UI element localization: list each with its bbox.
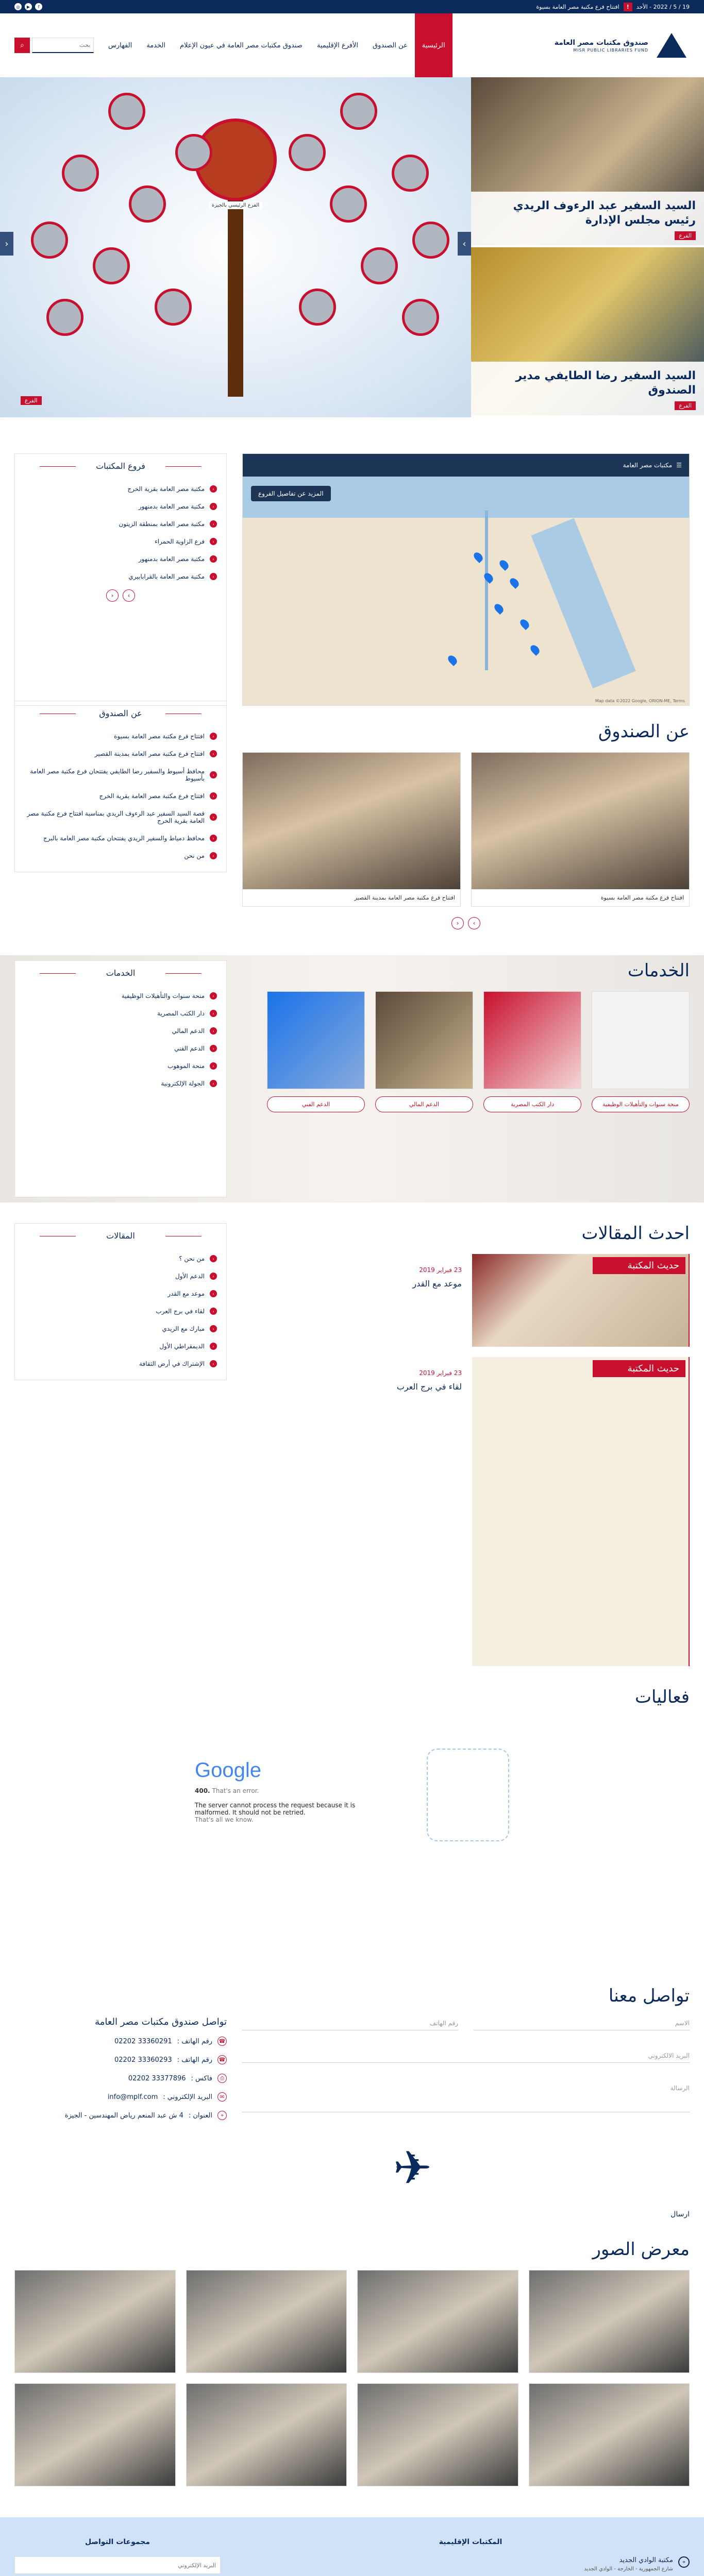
footer [0,2517,704,2576]
list-item[interactable] [24,1337,217,1355]
pager-next-icon[interactable]: › [468,917,480,929]
article-title[interactable]: موعد مع القدر [412,1279,462,1289]
hero-slide-title[interactable]: السيد السفير رضا الطايفي مدير الصندوق [515,369,696,397]
photo-gallery [14,2270,690,2486]
list-item[interactable] [24,568,217,585]
list-item[interactable] [24,550,217,568]
hero-slides [471,77,704,417]
list-item[interactable] [24,1355,217,1372]
arrow-icon: ‹ [210,814,217,821]
search-box [14,38,94,53]
list-item-label: مكتبة مصر العامة بالقرابابيري [128,573,205,580]
service-image[interactable] [375,991,473,1089]
email-icon: ✉ [217,2092,227,2102]
list-item-label: من نحن ؟ [179,1255,205,1262]
arrow-icon: ‹ [210,503,217,510]
tree-node[interactable] [46,299,83,336]
about-photo[interactable] [471,752,690,907]
youtube-icon[interactable]: ▶ [25,3,32,10]
tree-node[interactable] [392,155,429,192]
arrow-icon: ‹ [210,485,217,493]
list-item[interactable] [24,727,217,745]
list-item[interactable] [24,1320,217,1337]
contact-value[interactable]: info@mplf.com [107,2093,158,2101]
services-cards [242,991,690,1112]
section-title: الخدمات [627,960,690,981]
articles-sidebar [14,1223,227,1380]
logo-text-ar: صندوق مكتبات مصر العامة [554,39,648,47]
service-button[interactable]: دار الكتب المصرية [483,1096,581,1112]
contact-subtitle: تواصل صندوق مكتبات مصر العامة [95,2016,227,2027]
paper-plane-illustration [242,2131,690,2224]
contact-label: العنوان : [188,2111,212,2120]
branches-tree-banner [0,77,471,417]
name-field[interactable]: الاسم [474,2016,690,2030]
list-item[interactable] [24,805,217,829]
articles-panel [14,1223,227,1380]
map-more-button[interactable]: المزيد عن تفاصيل الفروع [251,486,331,501]
arrow-icon: ‹ [210,852,217,859]
arrow-icon: ‹ [210,750,217,757]
arrow-icon: ‹ [210,1027,217,1035]
arrow-icon: ‹ [210,1273,217,1280]
google-error [195,1759,391,1823]
tree-node[interactable] [402,299,439,336]
list-item-label: محافظ دمياط والسفير الريدي يفتتحان مكتبة مصر العامة بالبرج [43,835,205,842]
pager [24,589,217,602]
articles-content [242,1223,690,1666]
list-item[interactable] [24,762,217,787]
phone-icon: ☎ [217,2037,227,2046]
list-item[interactable] [24,829,217,847]
list-item-label: منحة الموهوب [167,1062,205,1070]
hero-slide-tag[interactable]: الفرع [675,401,696,410]
arrow-icon: ‹ [210,573,217,580]
list-item-label: افتتاح فرع مكتبة مصر العامة بقرية الخرج [99,792,205,800]
article-item[interactable] [242,1357,690,1666]
gallery-image[interactable] [14,2270,176,2373]
list-item-label: افتتاح فرع مكتبة مصر العامة بمدينة القصير [94,750,205,757]
list-item-label: الدعم المالي [172,1027,205,1035]
social-links [14,3,42,10]
facebook-icon[interactable]: f [35,3,42,10]
about-list [24,727,217,865]
hero-slide-tag[interactable]: الفرع [675,231,696,240]
service-button[interactable]: منحة سنوات والتأهيلات الوظيفية [592,1096,690,1112]
hero-prev-icon[interactable]: ‹ [0,232,13,256]
arrow-icon: ‹ [210,1045,217,1052]
article-image[interactable] [472,1254,689,1347]
footer-branch[interactable] [252,2556,690,2572]
list-item[interactable] [24,1285,217,1302]
list-item-label: الجولة الإلكترونية [161,1080,205,1087]
footer-branch-name: مكتبة الوادي الجديد [619,2556,673,2564]
gallery-image[interactable] [14,2383,176,2486]
fax-icon: ⎙ [217,2074,227,2083]
panel-title: الخدمات [24,968,217,978]
paper-plane-icon: ✈ [393,2141,432,2195]
date-label: 19 / 5 / 2022 - الأحد [636,3,690,10]
section-title: عن الصندوق [598,721,690,742]
list-item-label: محافظ أسيوط والسفير رضا الطايفي يفتتحان فرع مكتبة مصر العامة بأسيوط [30,768,205,782]
list-item-label: مكتبة مصر العامة بدمنهور [138,503,205,510]
arrow-icon: ‹ [210,835,217,842]
contact-line [14,2055,227,2064]
list-item-label: مكتبة مصر العامة بقرية الخرج [127,485,205,493]
list-item-label: الديمقراطي الأول [159,1343,205,1350]
panel-title: المقالات [24,1231,217,1241]
section-title: فعاليات [634,1687,690,1707]
branches-section [0,453,704,706]
arrow-icon: ‹ [210,771,217,778]
map-header [243,454,689,477]
tree-node[interactable] [93,247,130,284]
list-item[interactable] [24,787,217,805]
arrow-icon: ‹ [210,1062,217,1070]
contact-value[interactable]: 33360291 02202 [114,2037,172,2045]
list-item-label: موعد مع القدر [167,1290,205,1297]
list-item[interactable] [24,745,217,762]
events-section [0,1687,704,1965]
hero [0,77,704,417]
articles-side-list [24,1250,217,1372]
nav-about[interactable]: عن الصندوق [373,41,408,49]
panel-title: عن الصندوق [24,708,217,718]
contact-info [14,2016,227,2224]
article-date: 23 فبراير 2019 [419,1369,462,1377]
arrow-icon: ‹ [210,792,217,800]
arrow-icon: ‹ [210,1080,217,1087]
article-meta [242,1254,462,1347]
branches-sidebar [14,453,227,706]
arrow-icon: ‹ [210,538,217,545]
instagram-icon[interactable]: ◎ [14,3,22,10]
header [0,13,704,77]
about-section [0,706,704,929]
list-item-label: من نحن [184,852,205,859]
services-content [242,960,690,1112]
arrow-icon: ‹ [210,992,217,999]
tree-node[interactable] [129,185,166,223]
email-field[interactable]: البريد الالكتروني [242,2049,690,2063]
section-title: معرض الصور [592,2239,690,2260]
contact-value[interactable]: 33377896 02202 [128,2074,186,2082]
hero-caption [471,192,704,245]
broken-robot-icon [427,1749,509,1841]
list-item[interactable] [24,847,217,865]
nav-catalogs[interactable]: الفهارس [108,41,132,49]
logo-triangle-icon [653,31,690,60]
service-card [375,991,473,1112]
arrow-icon: ‹ [210,1343,217,1350]
article-image[interactable] [472,1357,689,1666]
tree-node[interactable] [31,222,68,259]
map-menu-icon[interactable]: ☰ [676,462,682,469]
list-item[interactable] [24,498,217,515]
contact-label: رقم الهاتف : [177,2037,212,2045]
list-item[interactable] [24,1302,217,1320]
list-item[interactable] [24,1040,217,1057]
nav-service[interactable]: الخدمة [146,41,165,49]
phone-field[interactable]: رقم الهاتف [242,2016,458,2030]
list-item-label: الإشتراك في أرض الثقافة [139,1360,205,1367]
location-icon: ⌖ [678,2556,690,2568]
article-image-head: حديث المكتبة [593,1257,685,1274]
about-photo[interactable] [242,752,461,907]
contact-label: رقم الهاتف : [177,2056,212,2064]
tree-node[interactable] [289,134,326,171]
list-item-label: لقاء في برج العرب [156,1308,205,1315]
arrow-icon: ‹ [210,1308,217,1315]
list-item[interactable] [24,1005,217,1022]
list-item-label: الدعم الفني [174,1045,205,1052]
gallery-section [0,2239,704,2486]
section-title: احدث المقالات [581,1223,690,1244]
main-nav [14,13,452,77]
newsletter [14,2538,221,2576]
tree-node[interactable] [299,289,336,326]
footer-branches [252,2538,690,2576]
error-tail: That's all we know. [195,1816,254,1823]
nav-branches[interactable]: الأفرع الإقليمية [316,41,359,49]
tree-center-label: الفرع الرئيسي بالجيزة [209,201,262,209]
contact-line [14,2111,227,2120]
list-item[interactable] [24,987,217,1005]
article-image-head: حديث المكتبة [593,1360,685,1377]
list-item-label: منحة سنوات والتأهيلات الوظيفية [121,992,205,999]
tree-node[interactable] [361,247,398,284]
footer-branch-desc: شارع الجمهورية - الخارجة - الوادي الجديد [584,2566,673,2572]
tree-node[interactable] [155,289,192,326]
article-title[interactable]: لقاء في برج العرب [396,1382,462,1392]
section-title: تواصل معنا [608,1986,690,2006]
article-meta [242,1357,462,1666]
tree-node[interactable] [62,155,99,192]
list-item[interactable] [24,1057,217,1075]
service-card [483,991,581,1112]
gallery-image[interactable] [186,2270,347,2373]
photo-caption: افتتاح فرع مكتبة مصر العامة بمدينة القصير [243,889,460,906]
article-item[interactable] [242,1254,690,1347]
nav-media[interactable]: صندوق مكتبات مصر العامة في عيون الإعلام [179,41,303,49]
tree-node[interactable] [330,185,367,223]
pager-next-icon[interactable]: › [123,589,135,602]
top-bar [0,0,704,13]
tree-node[interactable] [340,93,377,130]
photo-caption: افتتاح فرع مكتبة مصر العامة بسيوة [472,889,689,906]
branches-list [24,480,217,585]
services-list [24,987,217,1092]
tree-node[interactable] [175,134,212,171]
news-ticker [536,3,690,11]
service-button[interactable]: الدعم الفني [267,1096,365,1112]
error-short: That's an error. [212,1787,259,1794]
tree-trunk [228,185,243,397]
arrow-icon: ‹ [210,733,217,740]
list-item[interactable] [24,1075,217,1092]
newsletter-email-input[interactable] [14,2556,221,2574]
pager-prev-icon[interactable]: ‹ [451,917,464,929]
list-item[interactable] [24,480,217,498]
location-icon: ⌖ [217,2111,227,2120]
articles-section [0,1223,704,1666]
list-item-label: الدعم الأول [175,1273,205,1280]
about-panel [14,701,227,872]
map-title: مكتبات مصر العامة [623,462,673,469]
service-image[interactable] [483,991,581,1089]
arrow-icon: ‹ [210,1255,217,1262]
contact-value[interactable]: 4 ش عبد المنعم رياض المهندسين - الجيزة [64,2111,183,2120]
contact-line [14,2074,227,2083]
about-photos [242,752,690,907]
panel-title: فروع المكتبات [24,461,217,471]
hero-slide[interactable] [471,77,704,247]
arrow-icon: ‹ [210,1325,217,1332]
hero-caption [471,362,704,415]
hero-slide-title[interactable]: السيد السفير عبد الرءوف الريدي رئيس مجلس الإدارة [513,199,696,227]
arrow-icon: ‹ [210,1360,217,1367]
nav-home[interactable]: الرئيسية [415,13,452,77]
list-item[interactable] [24,515,217,533]
site-logo[interactable] [555,31,690,60]
map-nile [485,511,488,670]
services-section [0,955,704,1202]
contact-form [242,2016,690,2224]
contact-line [14,2037,227,2046]
events-embed [14,1718,690,1965]
services-sidebar [14,960,227,1197]
contact-line [14,2092,227,2102]
list-item-label: قصة السيد السفير عبد الرءوف الريدي بمناسبة افتتاح فرع مكتبة مصر العامة بقرية الخرج [27,810,205,824]
pager-prev-icon[interactable]: ‹ [106,589,119,602]
service-card [592,991,690,1112]
service-card [267,991,365,1112]
pager [242,917,690,929]
list-item[interactable] [24,1022,217,1040]
gallery-image[interactable] [186,2383,347,2486]
list-item[interactable] [24,1267,217,1285]
send-button[interactable]: ارسال [671,2210,690,2218]
service-image[interactable] [267,991,365,1089]
about-sidebar [14,701,227,872]
hero-slide[interactable] [471,247,704,417]
arrow-icon: ‹ [210,520,217,528]
hero-tag[interactable]: الفرع [21,396,42,405]
contact-value[interactable]: 33360293 02202 [114,2056,172,2064]
list-item-label: فرع الزاوية الحمراء [155,538,205,545]
branches-map[interactable] [242,453,690,706]
about-content [242,706,690,929]
list-item-label: مكتبة مصر العامة بدمنهور [138,555,205,563]
news-text[interactable]: افتتاح فرع مكتبة مصر العامة بسيوة [536,3,619,10]
newsletter-title: مجموعات التواصل [85,2538,150,2546]
message-field[interactable]: الرسالة [242,2081,690,2112]
contact-label: البريد الإلكتروني : [163,2093,212,2101]
logo-text-en: MISR PUBLIC LIBRARIES FUND [573,47,648,53]
contact-area [14,2016,690,2224]
list-item-label: مكتبة مصر العامة بمنطقة الزيتون [119,520,205,528]
news-badge: ! [624,3,632,11]
tree-node[interactable] [412,222,449,259]
footer-branches-title: المكتبات الإقليمية [439,2538,502,2546]
list-item[interactable] [24,533,217,550]
arrow-icon: ‹ [210,1290,217,1297]
arrow-icon: ‹ [210,555,217,563]
map-attribution: Map data ©2022 Google, ORION-ME, Terms [595,699,685,703]
branches-panel [14,453,227,706]
tree-node[interactable] [108,93,145,130]
services-panel [14,960,227,1197]
service-image[interactable] [592,991,690,1089]
arrow-icon: ‹ [210,1010,217,1017]
gallery-image[interactable] [529,2270,690,2373]
article-date: 23 فبراير 2019 [419,1266,462,1274]
hero-next-icon[interactable]: › [458,232,471,256]
list-item-label: دار الكتب المصرية [157,1010,205,1017]
phone-icon: ☎ [217,2055,227,2064]
map-area [242,453,690,706]
service-button[interactable]: الدعم المالي [375,1096,473,1112]
google-logo: Google [195,1759,261,1782]
error-message: The server cannot process the request because it is malformed. It should not be retried. [195,1802,356,1816]
contact-section [0,1986,704,2224]
search-icon[interactable]: ⌕ [14,38,30,53]
gallery-image[interactable] [357,2270,518,2373]
list-item-label: مبارك مع الريدي [162,1325,205,1332]
error-code: 400. [195,1787,210,1794]
list-item-label: افتتاح فرع مكتبة مصر العامة بسيوة [114,733,205,740]
search-input[interactable] [32,38,94,53]
list-item[interactable] [24,1250,217,1267]
gallery-image[interactable] [357,2383,518,2486]
gallery-image[interactable] [529,2383,690,2486]
articles-list [242,1254,690,1666]
contact-label: فاكس : [191,2074,212,2082]
